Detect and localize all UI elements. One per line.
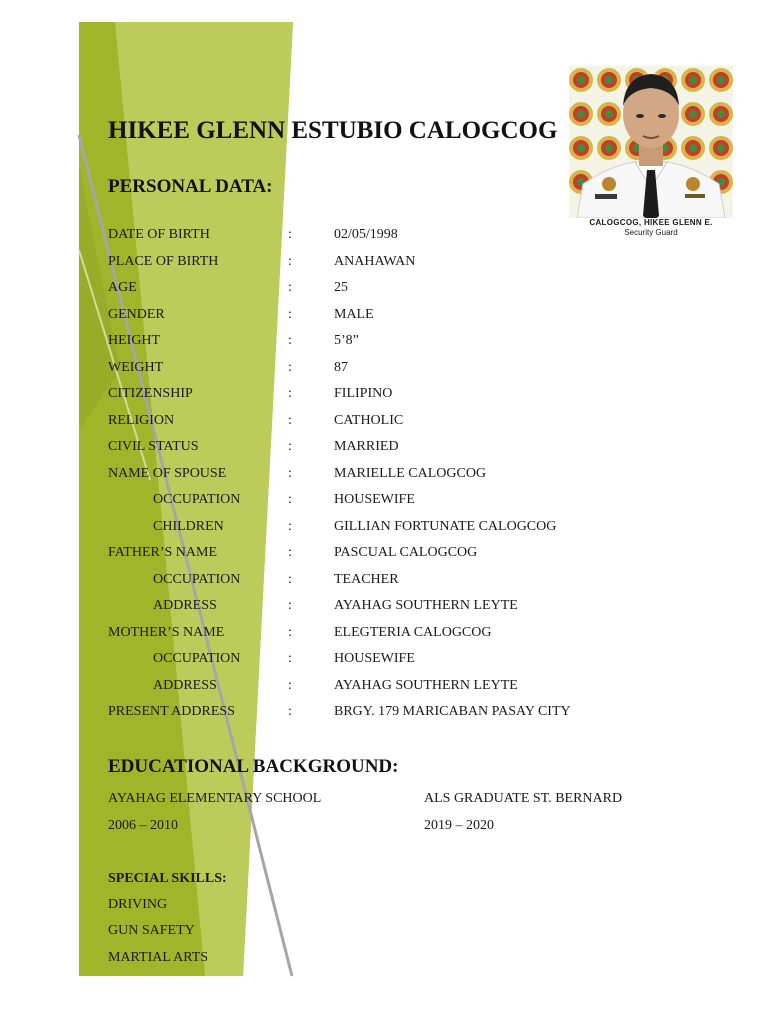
field-value: 87 <box>334 360 348 375</box>
field-label: PRESENT ADDRESS <box>108 704 235 719</box>
row-father-address <box>108 593 668 619</box>
seal-core <box>717 110 725 118</box>
field-value: GILLIAN FORTUNATE CALOGCOG <box>334 519 557 534</box>
applicant-name: HIKEE GLENN ESTUBIO CALOGCOG <box>108 117 558 144</box>
field-label: GENDER <box>108 307 165 322</box>
field-separator: : <box>288 519 292 534</box>
school-name: ALS GRADUATE ST. BERNARD <box>424 791 623 806</box>
field-separator: : <box>288 678 292 693</box>
field-label: MOTHER’S NAME <box>108 625 225 640</box>
field-label: ADDRESS <box>153 678 217 693</box>
row-height <box>108 328 668 354</box>
seal-core <box>577 110 585 118</box>
field-separator: : <box>288 545 292 560</box>
seal-core <box>605 144 613 152</box>
field-value: AYAHAG SOUTHERN LEYTE <box>334 678 518 693</box>
field-value: HOUSEWIFE <box>334 492 415 507</box>
field-label: AGE <box>108 280 137 295</box>
field-label: FATHER’S NAME <box>108 545 218 560</box>
field-separator: : <box>288 254 292 269</box>
field-value: TEACHER <box>334 572 399 587</box>
field-label: WEIGHT <box>108 360 164 375</box>
skill-item: DRIVING <box>108 897 168 912</box>
field-separator: : <box>288 572 292 587</box>
skill-item: MARTIAL ARTS <box>108 950 209 965</box>
field-separator: : <box>288 704 292 719</box>
school-years: 2006 – 2010 <box>108 818 178 833</box>
photo-caption-role: Security Guard <box>624 228 678 237</box>
field-separator: : <box>288 413 292 428</box>
field-label: OCCUPATION <box>153 651 241 666</box>
field-value: 5’8” <box>334 333 359 348</box>
row-fathers-name <box>108 540 668 566</box>
row-spouse-occupation <box>108 487 668 513</box>
field-value: PASCUAL CALOGCOG <box>334 545 478 560</box>
seal-core <box>605 76 613 84</box>
field-separator: : <box>288 386 292 401</box>
seal-core <box>689 76 697 84</box>
row-religion <box>108 408 668 434</box>
field-value: 02/05/1998 <box>334 227 398 242</box>
row-name-of-spouse <box>108 461 668 487</box>
seal-core <box>577 144 585 152</box>
field-label: CHILDREN <box>153 519 224 534</box>
row-present-address <box>108 699 668 725</box>
field-value: AYAHAG SOUTHERN LEYTE <box>334 598 518 613</box>
field-value: MALE <box>334 307 374 322</box>
seal-core <box>689 110 697 118</box>
educational-background-heading: EDUCATIONAL BACKGROUND: <box>108 756 399 777</box>
seal-core <box>717 76 725 84</box>
row-weight <box>108 355 668 381</box>
field-label: RELIGION <box>108 413 175 428</box>
field-label: OCCUPATION <box>153 572 241 587</box>
special-skills-heading: SPECIAL SKILLS: <box>108 871 227 886</box>
field-value: MARRIED <box>334 439 399 454</box>
row-children <box>108 514 668 540</box>
field-value: ANAHAWAN <box>334 254 416 269</box>
row-civil-status <box>108 434 668 460</box>
school-name: AYAHAG ELEMENTARY SCHOOL <box>108 791 322 806</box>
row-mothers-name <box>108 620 668 646</box>
field-label: PLACE OF BIRTH <box>108 254 219 269</box>
field-value: FILIPINO <box>334 386 393 401</box>
field-separator: : <box>288 360 292 375</box>
field-value: HOUSEWIFE <box>334 651 415 666</box>
seal-core <box>577 76 585 84</box>
row-citizenship <box>108 381 668 407</box>
field-value: BRGY. 179 MARICABAN PASAY CITY <box>334 704 571 719</box>
field-separator: : <box>288 651 292 666</box>
seal-core <box>605 110 613 118</box>
photo-caption-name: CALOGCOG, HIKEE GLENN E. <box>589 218 713 227</box>
field-value: CATHOLIC <box>334 413 404 428</box>
portrait-photo <box>569 66 733 218</box>
field-separator: : <box>288 598 292 613</box>
id-photo <box>569 66 733 238</box>
field-separator: : <box>288 280 292 295</box>
field-label: DATE OF BIRTH <box>108 227 210 242</box>
row-gender <box>108 302 668 328</box>
field-separator: : <box>288 625 292 640</box>
field-label: NAME OF SPOUSE <box>108 466 227 481</box>
field-separator: : <box>288 333 292 348</box>
field-label: ADDRESS <box>153 598 217 613</box>
field-value: ELEGTERIA CALOGCOG <box>334 625 492 640</box>
field-label: OCCUPATION <box>153 492 241 507</box>
seal-core <box>689 144 697 152</box>
personal-data-heading: PERSONAL DATA: <box>108 176 273 197</box>
row-mother-occupation <box>108 646 668 672</box>
field-separator: : <box>288 492 292 507</box>
row-age <box>108 275 668 301</box>
row-mother-address <box>108 673 668 699</box>
school-years: 2019 – 2020 <box>424 818 494 833</box>
field-separator: : <box>288 439 292 454</box>
field-separator: : <box>288 227 292 242</box>
field-separator: : <box>288 466 292 481</box>
skill-item: GUN SAFETY <box>108 923 195 938</box>
field-label: HEIGHT <box>108 333 161 348</box>
field-label: CITIZENSHIP <box>108 386 193 401</box>
seal-core <box>717 144 725 152</box>
row-father-occupation <box>108 567 668 593</box>
field-label: CIVIL STATUS <box>108 439 199 454</box>
field-separator: : <box>288 307 292 322</box>
row-place-of-birth <box>108 249 668 275</box>
field-value: 25 <box>334 280 348 295</box>
field-value: MARIELLE CALOGCOG <box>334 466 487 481</box>
